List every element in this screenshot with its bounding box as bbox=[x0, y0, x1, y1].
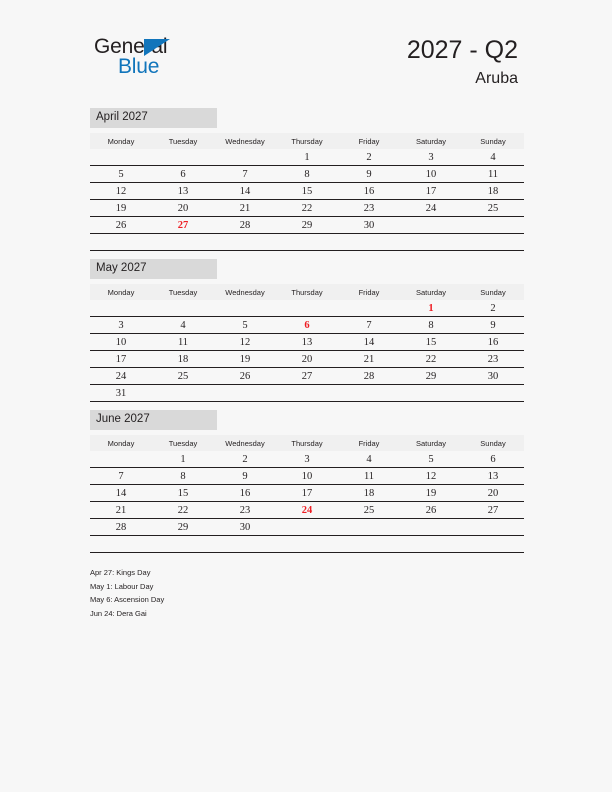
holiday-legend-item: May 1: Labour Day bbox=[90, 581, 154, 591]
weekday-header-wednesday: Wednesday bbox=[214, 435, 276, 451]
week-row bbox=[90, 536, 524, 553]
day-cell-empty bbox=[400, 234, 462, 251]
day-cell[interactable]: 25 bbox=[338, 502, 400, 519]
day-cell-holiday[interactable]: 6 bbox=[276, 317, 338, 334]
day-cell[interactable]: 23 bbox=[338, 200, 400, 217]
day-cell[interactable]: 16 bbox=[214, 485, 276, 502]
day-cell[interactable]: 15 bbox=[276, 183, 338, 200]
week-row bbox=[90, 217, 524, 234]
day-cell[interactable]: 25 bbox=[152, 368, 214, 385]
week-row bbox=[90, 502, 524, 519]
day-cell[interactable]: 30 bbox=[462, 368, 524, 385]
logo-text-general: General bbox=[94, 35, 168, 58]
day-cell[interactable]: 11 bbox=[338, 468, 400, 485]
day-cell[interactable]: 26 bbox=[214, 368, 276, 385]
day-cell-empty bbox=[152, 149, 214, 166]
holiday-legend bbox=[90, 566, 390, 620]
day-cell[interactable]: 17 bbox=[276, 485, 338, 502]
day-cell[interactable]: 21 bbox=[90, 502, 152, 519]
day-cell-empty bbox=[338, 300, 400, 317]
day-cell[interactable]: 9 bbox=[338, 166, 400, 183]
day-cell[interactable]: 25 bbox=[462, 200, 524, 217]
day-cell-empty bbox=[276, 519, 338, 536]
day-cell[interactable]: 27 bbox=[276, 368, 338, 385]
weekday-header-row bbox=[90, 284, 524, 300]
day-cell[interactable]: 8 bbox=[400, 317, 462, 334]
month-block bbox=[90, 107, 524, 251]
day-cell-empty bbox=[214, 536, 276, 553]
day-cell-empty bbox=[276, 385, 338, 402]
day-cell[interactable]: 12 bbox=[214, 334, 276, 351]
day-cell[interactable]: 28 bbox=[214, 217, 276, 234]
day-cell[interactable]: 2 bbox=[338, 149, 400, 166]
day-cell-empty bbox=[400, 519, 462, 536]
day-cell[interactable]: 7 bbox=[90, 468, 152, 485]
day-cell[interactable]: 18 bbox=[152, 351, 214, 368]
day-cell-empty bbox=[400, 385, 462, 402]
week-row bbox=[90, 468, 524, 485]
weekday-header-monday: Monday bbox=[90, 435, 152, 451]
weekday-header-wednesday: Wednesday bbox=[214, 284, 276, 300]
weekday-header-tuesday: Tuesday bbox=[152, 284, 214, 300]
day-cell[interactable]: 30 bbox=[338, 217, 400, 234]
week-row bbox=[90, 451, 524, 468]
day-cell[interactable]: 17 bbox=[90, 351, 152, 368]
day-cell[interactable]: 1 bbox=[152, 451, 214, 468]
day-cell-empty bbox=[400, 217, 462, 234]
week-row bbox=[90, 351, 524, 368]
day-cell[interactable]: 14 bbox=[338, 334, 400, 351]
day-cell-empty bbox=[214, 234, 276, 251]
day-cell[interactable]: 24 bbox=[400, 200, 462, 217]
general-blue-logo bbox=[94, 36, 204, 80]
day-cell[interactable]: 5 bbox=[90, 166, 152, 183]
day-cell[interactable]: 9 bbox=[214, 468, 276, 485]
week-row bbox=[90, 317, 524, 334]
day-cell[interactable]: 5 bbox=[400, 451, 462, 468]
weekday-header-thursday: Thursday bbox=[276, 435, 338, 451]
day-cell[interactable]: 20 bbox=[152, 200, 214, 217]
weekday-header-sunday: Sunday bbox=[462, 435, 524, 451]
day-cell-empty bbox=[214, 385, 276, 402]
day-cell[interactable]: 4 bbox=[338, 451, 400, 468]
day-cell[interactable]: 3 bbox=[400, 149, 462, 166]
month-table bbox=[90, 284, 524, 402]
weekday-header-saturday: Saturday bbox=[400, 133, 462, 149]
day-cell[interactable]: 2 bbox=[462, 300, 524, 317]
title-block bbox=[407, 36, 518, 89]
weekday-header-monday: Monday bbox=[90, 133, 152, 149]
week-row bbox=[90, 485, 524, 502]
day-cell-empty bbox=[462, 385, 524, 402]
day-cell-empty bbox=[338, 385, 400, 402]
day-cell[interactable]: 6 bbox=[462, 451, 524, 468]
weekday-header-saturday: Saturday bbox=[400, 435, 462, 451]
day-cell-empty bbox=[462, 519, 524, 536]
day-cell-empty bbox=[338, 536, 400, 553]
day-cell[interactable]: 29 bbox=[276, 217, 338, 234]
day-cell[interactable]: 15 bbox=[400, 334, 462, 351]
weekday-header-tuesday: Tuesday bbox=[152, 435, 214, 451]
month-block bbox=[90, 409, 524, 553]
day-cell-empty bbox=[462, 234, 524, 251]
day-cell[interactable]: 3 bbox=[276, 451, 338, 468]
month-block bbox=[90, 258, 524, 402]
weekday-header-thursday: Thursday bbox=[276, 133, 338, 149]
day-cell-empty bbox=[214, 149, 276, 166]
day-cell[interactable]: 8 bbox=[276, 166, 338, 183]
day-cell-empty bbox=[90, 149, 152, 166]
day-cell[interactable]: 29 bbox=[400, 368, 462, 385]
day-cell[interactable]: 12 bbox=[90, 183, 152, 200]
day-cell[interactable]: 9 bbox=[462, 317, 524, 334]
holiday-legend-item: Apr 27: Kings Day bbox=[90, 568, 151, 577]
day-cell[interactable]: 27 bbox=[462, 502, 524, 519]
day-cell[interactable]: 3 bbox=[90, 317, 152, 334]
day-cell[interactable]: 20 bbox=[276, 351, 338, 368]
weekday-header-saturday: Saturday bbox=[400, 284, 462, 300]
day-cell[interactable]: 18 bbox=[462, 183, 524, 200]
weekday-header-friday: Friday bbox=[338, 133, 400, 149]
day-cell[interactable]: 10 bbox=[276, 468, 338, 485]
month-title: May 2027 bbox=[90, 259, 217, 279]
day-cell-empty bbox=[90, 300, 152, 317]
day-cell[interactable]: 14 bbox=[214, 183, 276, 200]
day-cell[interactable]: 20 bbox=[462, 485, 524, 502]
day-cell-empty bbox=[90, 536, 152, 553]
weekday-header-friday: Friday bbox=[338, 284, 400, 300]
weekday-header-row bbox=[90, 435, 524, 451]
month-table bbox=[90, 133, 524, 251]
day-cell-empty bbox=[214, 300, 276, 317]
page-title: 2027 - Q2 bbox=[406, 36, 518, 64]
day-cell-empty bbox=[462, 217, 524, 234]
day-cell[interactable]: 16 bbox=[338, 183, 400, 200]
weekday-header-thursday: Thursday bbox=[276, 284, 338, 300]
logo-text-blue: Blue bbox=[118, 55, 160, 78]
day-cell-empty bbox=[276, 234, 338, 251]
day-cell[interactable]: 10 bbox=[400, 166, 462, 183]
day-cell[interactable]: 16 bbox=[462, 334, 524, 351]
day-cell[interactable]: 29 bbox=[152, 519, 214, 536]
holiday-legend-item: Jun 24: Dera Gai bbox=[90, 608, 147, 618]
day-cell[interactable]: 1 bbox=[276, 149, 338, 166]
day-cell[interactable]: 22 bbox=[276, 200, 338, 217]
weekday-header-sunday: Sunday bbox=[462, 284, 524, 300]
day-cell[interactable]: 17 bbox=[400, 183, 462, 200]
day-cell-empty bbox=[152, 536, 214, 553]
day-cell-empty bbox=[152, 234, 214, 251]
day-cell[interactable]: 26 bbox=[90, 217, 152, 234]
day-cell-holiday[interactable]: 24 bbox=[276, 502, 338, 519]
day-cell[interactable]: 13 bbox=[462, 468, 524, 485]
day-cell[interactable]: 10 bbox=[90, 334, 152, 351]
day-cell[interactable]: 6 bbox=[152, 166, 214, 183]
day-cell[interactable]: 19 bbox=[214, 351, 276, 368]
day-cell[interactable]: 13 bbox=[152, 183, 214, 200]
day-cell[interactable]: 19 bbox=[90, 200, 152, 217]
day-cell[interactable]: 13 bbox=[276, 334, 338, 351]
week-row bbox=[90, 300, 524, 317]
logo-triangle-icon bbox=[144, 39, 170, 56]
day-cell-empty bbox=[400, 536, 462, 553]
day-cell[interactable]: 21 bbox=[338, 351, 400, 368]
weekday-header-friday: Friday bbox=[338, 435, 400, 451]
week-row bbox=[90, 200, 524, 217]
day-cell[interactable]: 5 bbox=[214, 317, 276, 334]
day-cell[interactable]: 23 bbox=[462, 351, 524, 368]
week-row bbox=[90, 519, 524, 536]
day-cell-holiday[interactable]: 27 bbox=[152, 217, 214, 234]
weekday-header-monday: Monday bbox=[90, 284, 152, 300]
day-cell[interactable]: 23 bbox=[214, 502, 276, 519]
week-row bbox=[90, 385, 524, 402]
day-cell[interactable]: 7 bbox=[214, 166, 276, 183]
day-cell[interactable]: 21 bbox=[214, 200, 276, 217]
weekday-header-row bbox=[90, 133, 524, 149]
day-cell[interactable]: 8 bbox=[152, 468, 214, 485]
day-cell[interactable]: 7 bbox=[338, 317, 400, 334]
day-cell[interactable]: 24 bbox=[90, 368, 152, 385]
holiday-legend-item: May 6: Ascension Day bbox=[90, 595, 165, 604]
day-cell-holiday[interactable]: 1 bbox=[400, 300, 462, 317]
week-row bbox=[90, 334, 524, 351]
day-cell-empty bbox=[338, 234, 400, 251]
day-cell[interactable]: 12 bbox=[400, 468, 462, 485]
day-cell[interactable]: 28 bbox=[90, 519, 152, 536]
week-row bbox=[90, 368, 524, 385]
month-title: April 2027 bbox=[90, 108, 217, 128]
day-cell[interactable]: 30 bbox=[214, 519, 276, 536]
day-cell-empty bbox=[90, 234, 152, 251]
day-cell-empty bbox=[276, 536, 338, 553]
day-cell[interactable]: 18 bbox=[338, 485, 400, 502]
day-cell[interactable]: 4 bbox=[152, 317, 214, 334]
day-cell[interactable]: 14 bbox=[90, 485, 152, 502]
day-cell[interactable]: 11 bbox=[462, 166, 524, 183]
day-cell[interactable]: 4 bbox=[462, 149, 524, 166]
week-row bbox=[90, 166, 524, 183]
day-cell[interactable]: 19 bbox=[400, 485, 462, 502]
month-title: June 2027 bbox=[90, 410, 217, 430]
week-row bbox=[90, 149, 524, 166]
weekday-header-sunday: Sunday bbox=[462, 133, 524, 149]
month-table bbox=[90, 435, 524, 553]
day-cell-empty bbox=[152, 385, 214, 402]
day-cell-empty bbox=[276, 300, 338, 317]
day-cell-empty bbox=[90, 451, 152, 468]
week-row bbox=[90, 183, 524, 200]
page-subtitle: Aruba bbox=[475, 70, 518, 87]
day-cell[interactable]: 26 bbox=[400, 502, 462, 519]
day-cell[interactable]: 15 bbox=[152, 485, 214, 502]
page-header bbox=[0, 0, 612, 100]
day-cell-empty bbox=[462, 536, 524, 553]
day-cell[interactable]: 22 bbox=[152, 502, 214, 519]
day-cell[interactable]: 22 bbox=[400, 351, 462, 368]
day-cell[interactable]: 31 bbox=[90, 385, 152, 402]
weekday-header-tuesday: Tuesday bbox=[152, 133, 214, 149]
day-cell[interactable]: 28 bbox=[338, 368, 400, 385]
day-cell-empty bbox=[152, 300, 214, 317]
weekday-header-wednesday: Wednesday bbox=[214, 133, 276, 149]
day-cell-empty bbox=[338, 519, 400, 536]
day-cell[interactable]: 2 bbox=[214, 451, 276, 468]
week-row bbox=[90, 234, 524, 251]
day-cell[interactable]: 11 bbox=[152, 334, 214, 351]
